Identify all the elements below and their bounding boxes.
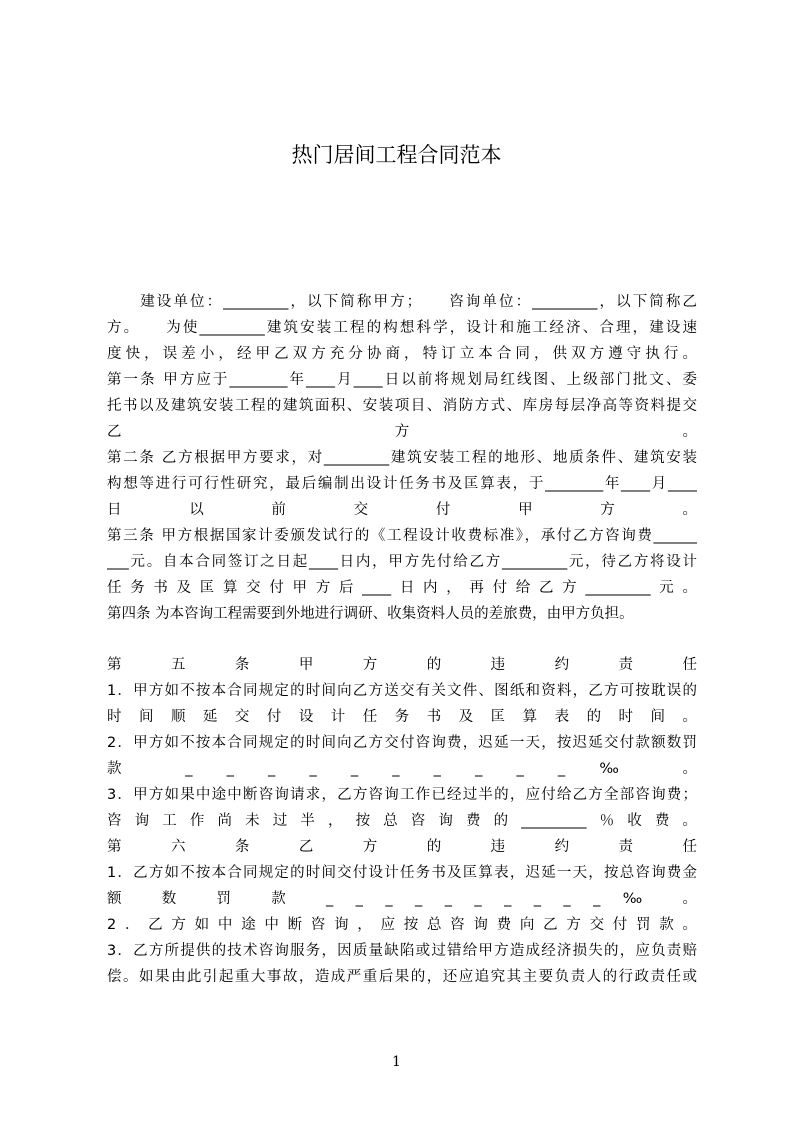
article-1-heading-line: 第一条 甲方应于________年____月____日以前将规划局红线图、上级部门批文、委 — [107, 372, 697, 388]
article-3-heading-line: 第三条 甲方根据国家计委颁发试行的《工程设计收费标准》，承付乙方咨询费______ — [107, 528, 697, 544]
text-line: 托书以及建筑安装工程的建筑面积、安装项目、消防方式、库房每层净高等资料提交 — [107, 398, 697, 414]
text-line: 度快，误差小，经甲乙双方充分协商，特订立本合同，供双方遵守执行。 — [107, 346, 697, 362]
text-line: 1．乙方如不按本合同规定的时间交付设计任务书及匡算表，迟延一天，按总咨询费金 — [107, 865, 697, 881]
text-line: 3．甲方如果中途中断咨询请求，乙方咨询工作已经过半的，应付给乙方全部咨询费； — [107, 787, 697, 803]
text-line: 咨询工作尚未过半，按总咨询费的_________％收费。 — [107, 813, 697, 829]
article-5-heading: 第 五 条 甲 方 的 违 约 责 任 — [107, 657, 697, 673]
text-line: 款 _ _ _ _ _ _ _ _ _ _ ‰ 。 — [107, 761, 697, 777]
text-line: 1．甲方如不按本合同规定的时间向乙方送交有关文件、图纸和资料，乙方可按耽误的 — [107, 683, 697, 699]
text-line: 任务书及匡算交付甲方后____日内，再付给乙方_________元。 — [107, 580, 697, 596]
text-line: 额 数 罚 款 _ _ _ _ _ _ _ _ _ _ ‰ 。 — [107, 891, 697, 907]
text-line: 2．乙方如中途中断咨询，应按总咨询费向乙方交付罚款。 — [107, 917, 697, 933]
text-line: 2．甲方如不按本合同规定的时间向乙方交付咨询费，迟延一天，按迟延交付款额数罚 — [107, 735, 697, 751]
text-line: 3．乙方所提供的技术咨询服务，因质量缺陷或过错给甲方造成经济损失的，应负责赔 — [107, 943, 697, 959]
document-title: 热门居间工程合同范本 — [291, 143, 502, 167]
text-line: 构想等进行可行性研究，最后编制出设计任务书及匡算表，于________年____月____ — [107, 476, 697, 492]
text-line: 日 以 前 交 付 甲 方 。 — [107, 502, 697, 518]
text-line: 乙 方 。 — [107, 424, 697, 440]
article-6-heading: 第 六 条 乙 方 的 违 约 责 任 — [107, 839, 697, 855]
text-line: ___元。自本合同签订之日起____日内，甲方先付给乙方_________元，待乙方将设计 — [107, 554, 697, 570]
blank-line — [107, 627, 697, 652]
page-number: 1 — [392, 1054, 401, 1070]
article-4-line: 第四条 为本咨询工程需要到外地进行调研、收集资料人员的差旅费，由甲方负担。 — [107, 606, 634, 622]
text-line: 时 间 顺 延 交 付 设 计 任 务 书 及 匡 算 表 的 时 间 。 — [107, 709, 697, 725]
contract-body — [107, 289, 697, 990]
text-line: 建设单位：_________，以下简称甲方； 咨询单位：_________，以下简称乙 — [107, 294, 697, 310]
text-line: 方。 为使_________建筑安装工程的构想科学，设计和施工经济、合理，建设速 — [107, 320, 697, 336]
text-line: 偿。如果由此引起重大事故，造成严重后果的，还应追究其主要负责人的行政责任或 — [107, 969, 697, 985]
article-2-heading-line: 第二条 乙方根据甲方要求，对_________建筑安装工程的地形、地质条件、建筑安装 — [107, 450, 697, 466]
